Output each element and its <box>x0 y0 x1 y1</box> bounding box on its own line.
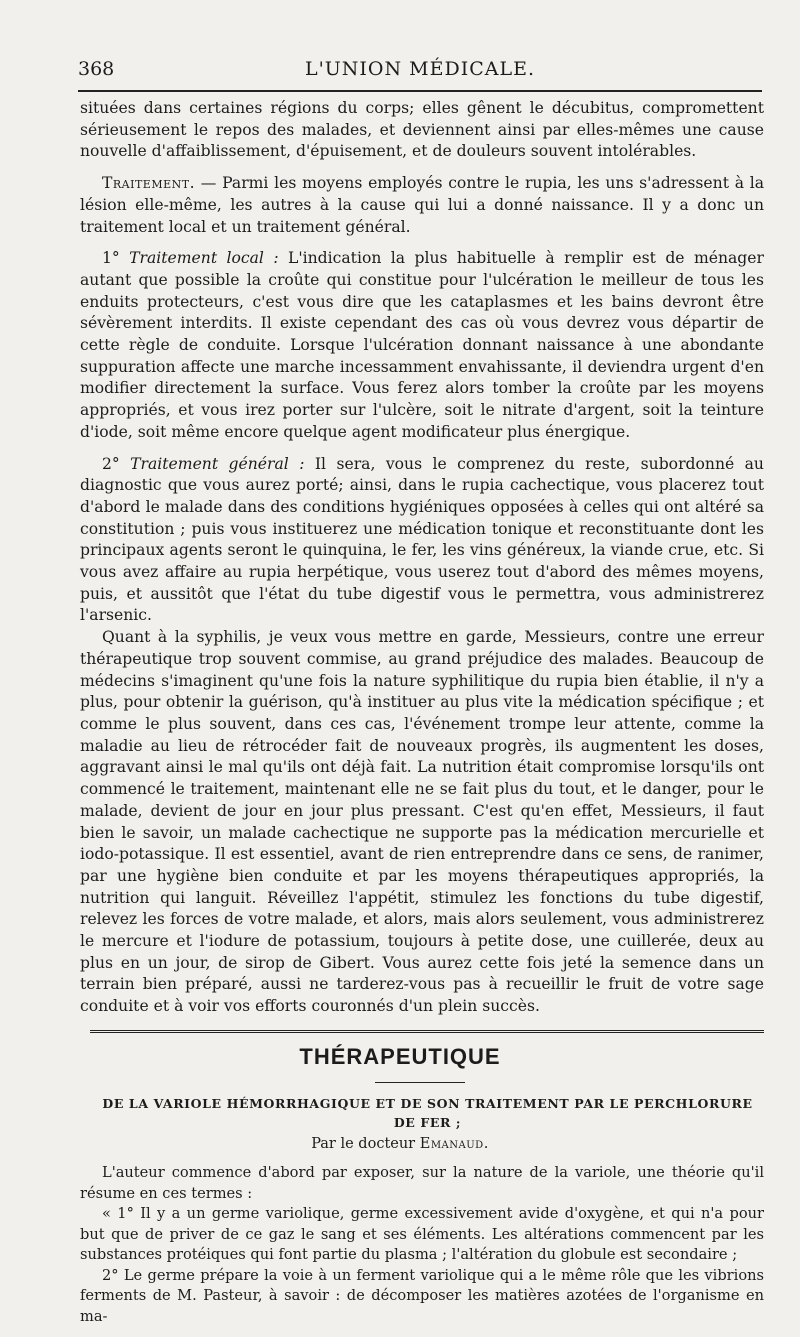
treatment-text: — Parmi les moyens employés contre le rupia, les uns s'adressent à la lésion elle-même, les autres à la cause qui lui a donné naissance. Il y a donc un traitement local et un traitement général. <box>80 174 764 236</box>
treatment-heading: Traitement. <box>102 174 196 193</box>
byline <box>0 1136 800 1152</box>
article-text <box>80 1163 764 1327</box>
short-divider <box>375 1082 465 1083</box>
article-paragraph-3: 2° Le germe prépare la voie à un ferment variolique qui a le même rôle que les vibrions ferments de M. Pasteur, à savoir : de décomposer les matières azotées de l'organisme en ma- <box>80 1266 764 1325</box>
article-paragraph-2: « 1° Il y a un germe variolique, germe excessivement avide d'oxygène, et qui n'a pour but que de priver de ce gaz le sang et ses éléments. Les altérations commencent par les substances protéiques qui font partie du plasma ; l'altération du globule est secondaire ; <box>80 1205 764 1263</box>
general-number: 2° <box>102 454 131 473</box>
paragraph-1: situées dans certaines régions du corps; elles gênent le décubitus, compromettent sérieusement le repos des malades, et deviennent ainsi par elles-mêmes une cause nouvelle d'affaiblissement, d'épuisement, et de douleurs souvent intolérables. <box>80 99 764 161</box>
paragraph-general-treatment <box>80 454 764 628</box>
header-rule <box>78 90 762 92</box>
paragraph-syphilis: Quant à la syphilis, je veux vous mettre en garde, Messieurs, contre une erreur thérapeutique trop souvent commise, au grand préjudice des malades. Beaucoup de médecins s'imaginent qu'une fois la nature syphilitique du rupia bien établie, il n'y a plus, pour obtenir la guérison, qu'à instituer au plus vite la médication spécifique ; et comme le plus souvent, dans ces cas, l'événement trompe leur attente, comme la maladie au lieu de rétrocéder fait de nouveaux progrès, ils augmentent les doses, aggravant ainsi le mal qu'ils ont déjà fait. La nutrition était compromise lorsqu'ils ont commencé le traitement, maintenant elle ne se fait plus du tout, et le danger, pour le malade, devient de jour en jour plus pressant. C'est qu'en effet, Messieurs, il faut bien le savoir, un malade cachectique ne supporte pas la médication mercurielle et iodo-potassique. Il est essentiel, avant de rien entreprendre dans ce sens, de ranimer, par une hygiène bien conduite et par les moyens thérapeutiques appropriés, la nutrition qui languit. Réveillez l'appétit, stimulez les fonctions du tube digestif, relevez les forces de votre malade, et alors, mais alors seulement, vous administrerez le mercure et l'iodure de potassium, toujours à petite dose, une cuillerée, deux au plus en un jour, de sirop de Gibert. Vous aurez cette fois jeté la semence dans un terrain bien préparé, aussi ne tarderez-vous pas à recueillir le fruit de votre sage conduite et à voir vos efforts couronnés d'un plein succès. <box>80 628 764 1016</box>
running-title: L'UNION MÉDICALE. <box>304 58 536 80</box>
section-title: THÉRAPEUTIQUE <box>299 1044 501 1069</box>
local-treatment-text: L'indication la plus habituelle à remplir est de ménager autant que possible la croûte qui constitue pour l'ulcération le meilleur de tous les enduits protecteurs, c'est vous dire que les cataplasmes et les bains devront être sévèrement interdits. Il existe cependant des cas où vous devrez vous départir de cette règle de conduite. Lorsque l'ulcération donnant naissance à une abondante suppuration affecte une marche incessamment envahissante, il deviendra urgent d'en modifier directement la surface. Vous ferez alors tomber la croûte par les moyens appropriés, et vous irez porter sur l'ulcère, soit le nitrate d'argent, soit la teinture d'iode, soit même encore quelque agent modificateur plus énergique. <box>80 249 764 441</box>
local-treatment-heading: Traitement local : <box>129 249 279 268</box>
general-treatment-text: Il sera, vous le comprenez du reste, subordonné au diagnostic que vous aurez porté; ainsi, dans le rupia cachectique, vous placerez tout d'abord le malade dans des conditions hygiéniques opposées à celles qui ont altéré sa constitution ; puis vous instituerez une médication tonique et reconstituante dont les principaux agents seront le quinquina, le fer, les vins généreux, la viande crue, etc. Si vous avez affaire au rupia herpétique, vous userez tout d'abord des mêmes moyens, puis, et aussitôt que l'état du tube digestif vous le permettra, vous administrerez l'arsenic. <box>80 454 764 625</box>
page-header <box>78 58 762 84</box>
byline-author: Emanaud. <box>419 1136 489 1152</box>
byline-prefix: Par le docteur <box>311 1136 420 1152</box>
paragraph-local-treatment <box>80 248 764 443</box>
general-treatment-heading: Traitement général : <box>130 454 305 473</box>
local-number: 1° <box>102 249 130 268</box>
paragraph-treatment <box>80 173 764 238</box>
article-title: DE LA VARIOLE HÉMORRHAGIQUE ET DE SON TRAITEMENT PAR LE PERCHLORURE DE FER ; <box>102 1096 753 1130</box>
article-paragraph-1: L'auteur commence d'abord par exposer, sur la nature de la variole, une théorie qu'il résume en ces termes : <box>80 1164 764 1202</box>
body-text <box>80 98 764 1018</box>
section-divider <box>90 1030 764 1035</box>
page-number: 368 <box>78 58 115 80</box>
